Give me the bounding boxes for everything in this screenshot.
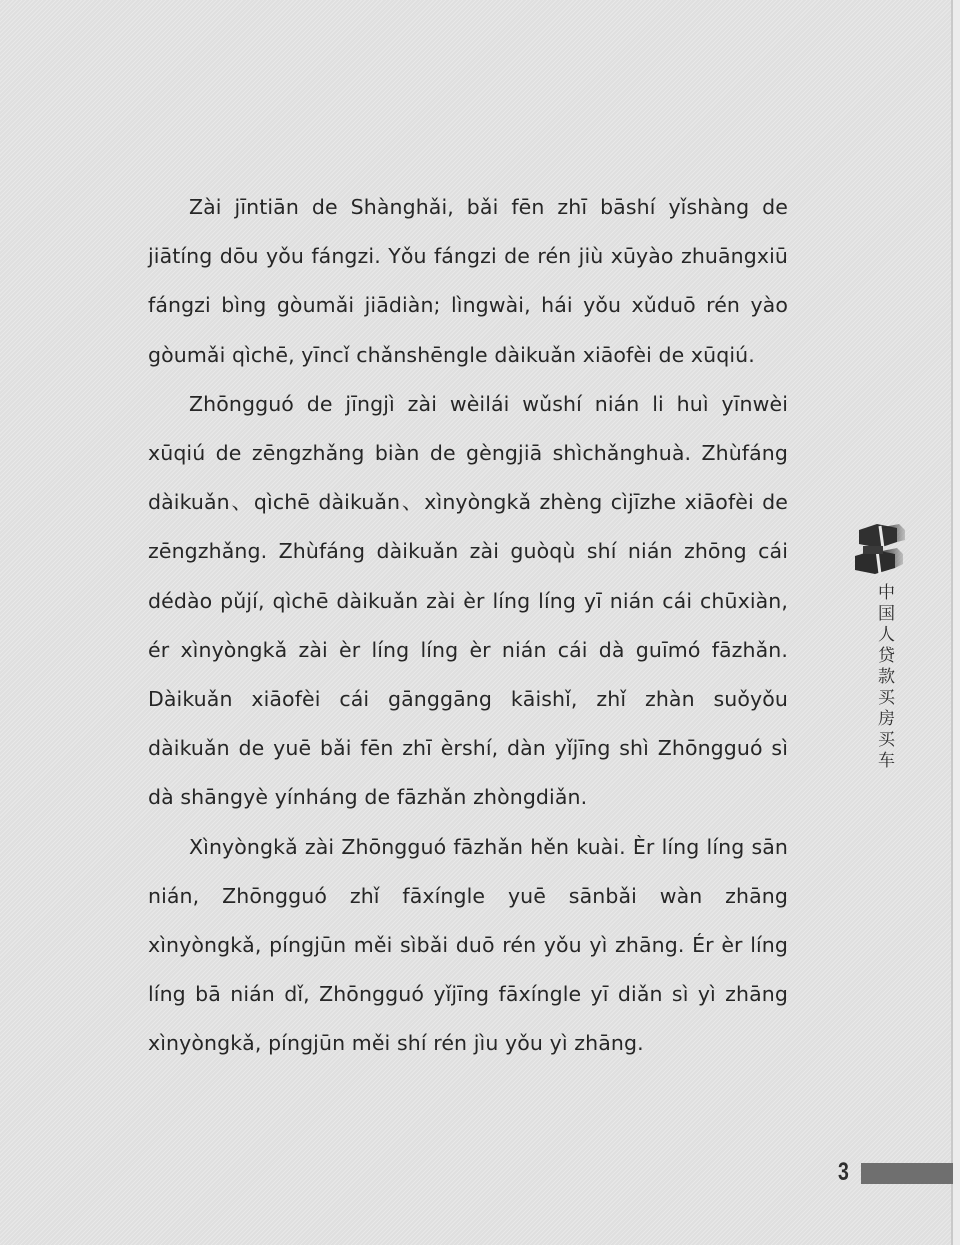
paragraph-1: Zài jīntiān de Shànghǎi, bǎi fēn zhī bāshí yǐshàng de jiātíng dōu yǒu fángzi. Yǒu fángzi de rén jiù xūyào zhuāngxiū fángzi bìng gòumǎi jiādiàn; lìngwài, hái yǒu xǔduō rén yào gòumǎi qìchē, yīncǐ chǎnshēngle dàikuǎn xiāofèi de xūqiú.: [148, 195, 788, 367]
paragraph-2: Zhōngguó de jīngjì zài wèilái wǔshí nián li huì yīnwèi xūqiú de zēngzhǎng biàn de gèngjiā shìchǎnghuà. Zhùfáng dàikuǎn、qìchē dàikuǎn、xìnyòngkǎ zhèng cìjīzhe xiāofèi de zēngzhǎng. Zhùfáng dàikuǎn zài guòqù shí nián zhōng cái dédào pǔjí, qìchē dàikuǎn zài èr líng líng yī nián cái chūxiàn, ér xìnyòngkǎ zài èr líng líng èr nián cái dà guīmó fāzhǎn. Dàikuǎn xiāofèi cái gānggāng kāishǐ, zhǐ zhàn suǒyǒu dàikuǎn de yuē bǎi fēn zhī èrshí, dàn yǐjīng shì Zhōngguó sì dà shāngyè yínháng de fāzhǎn zhòngdiǎn.: [148, 391, 788, 810]
page-edge-margin: [953, 0, 960, 1245]
page-number: 3: [838, 1158, 849, 1186]
paragraph-3: Xìnyòngkǎ zài Zhōngguó fāzhǎn hěn kuài. Èr líng líng sān nián, Zhōngguó zhǐ fāxíngle yuē sānbǎi wàn zhāng xìnyòngkǎ, píngjūn měi sìbǎi duō rén yǒu yì zhāng. Ér èr líng líng bā nián dǐ, Zhōngguó yǐjīng fāxíngle yī diǎn sì yì zhāng xìnyòngkǎ, píngjūn měi shí rén jìu yǒu yì zhāng.: [148, 834, 788, 1056]
page-tab-bar: [861, 1163, 953, 1184]
body-text: [148, 183, 788, 1069]
stacked-blocks-logo-icon: [853, 520, 909, 580]
side-title-vertical: 中国人贷款买房买车: [874, 583, 894, 772]
